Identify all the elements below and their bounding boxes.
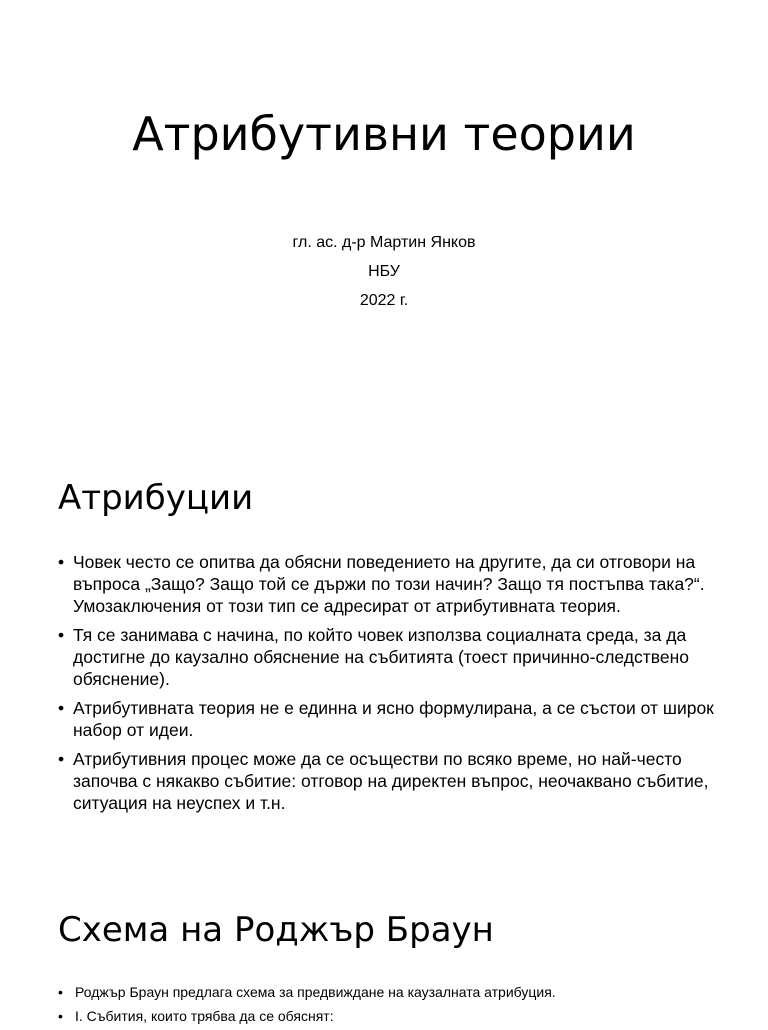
- bullet-marker: •: [58, 552, 65, 572]
- bullet-marker: •: [58, 984, 63, 1000]
- year: 2022 г.: [359, 292, 409, 309]
- institution: НБУ: [368, 263, 400, 280]
- slide-title: Схема на Роджър Браун: [58, 910, 494, 950]
- bullet-text: Атрибутивния процес може да се осъществи по всяко време, но най-често започва с някакво събитие: отговор на директен въпрос, неочаквано събитие, ситуация на неуспех и т.н.: [73, 749, 709, 813]
- bullet-text: I. Събития, които трябва да се обяснят:: [75, 1008, 334, 1024]
- bullet-item: [58, 1006, 718, 1026]
- bullet-item: [58, 982, 718, 1002]
- brown-scheme-slide: [0, 880, 768, 1024]
- bullet-marker: •: [58, 625, 65, 645]
- slide-title: Атрибуции: [58, 478, 254, 518]
- bullet-text: Атрибутивната теория не е единна и ясно формулирана, а се състои от широк набор от идеи.: [73, 698, 714, 740]
- bullet-item: [58, 551, 718, 617]
- bullet-text: Тя се занимава с начина, по който човек използва социалната среда, за да достигне до каузално обяснение на събитията (тоест причинно-следствено обяснение).: [73, 625, 689, 689]
- bullet-item: [58, 748, 718, 814]
- presentation-title: Атрибутивни теории: [132, 107, 636, 161]
- author-name: гл. ас. д-р Мартин Янков: [292, 234, 476, 251]
- bullet-marker: •: [58, 749, 65, 769]
- bullet-item: [58, 624, 718, 690]
- author-info: [0, 228, 768, 315]
- bullet-text: Роджър Браун предлага схема за предвиждане на каузалната атрибуция.: [75, 984, 556, 1000]
- bullet-item: [58, 697, 718, 741]
- bullet-marker: •: [58, 698, 65, 718]
- bullet-list: [58, 551, 718, 821]
- attributions-slide: [0, 440, 768, 840]
- bullet-list: [58, 982, 718, 1030]
- bullet-text: Човек често се опитва да обясни поведението на другите, да си отговори на въпроса „Защо? Защо той се държи по този начин? Защо тя постъпва така?“. Умозаключения от този тип се адресират от атрибутивната теория.: [73, 552, 705, 616]
- title-slide: [0, 0, 768, 384]
- bullet-marker: •: [58, 1008, 63, 1024]
